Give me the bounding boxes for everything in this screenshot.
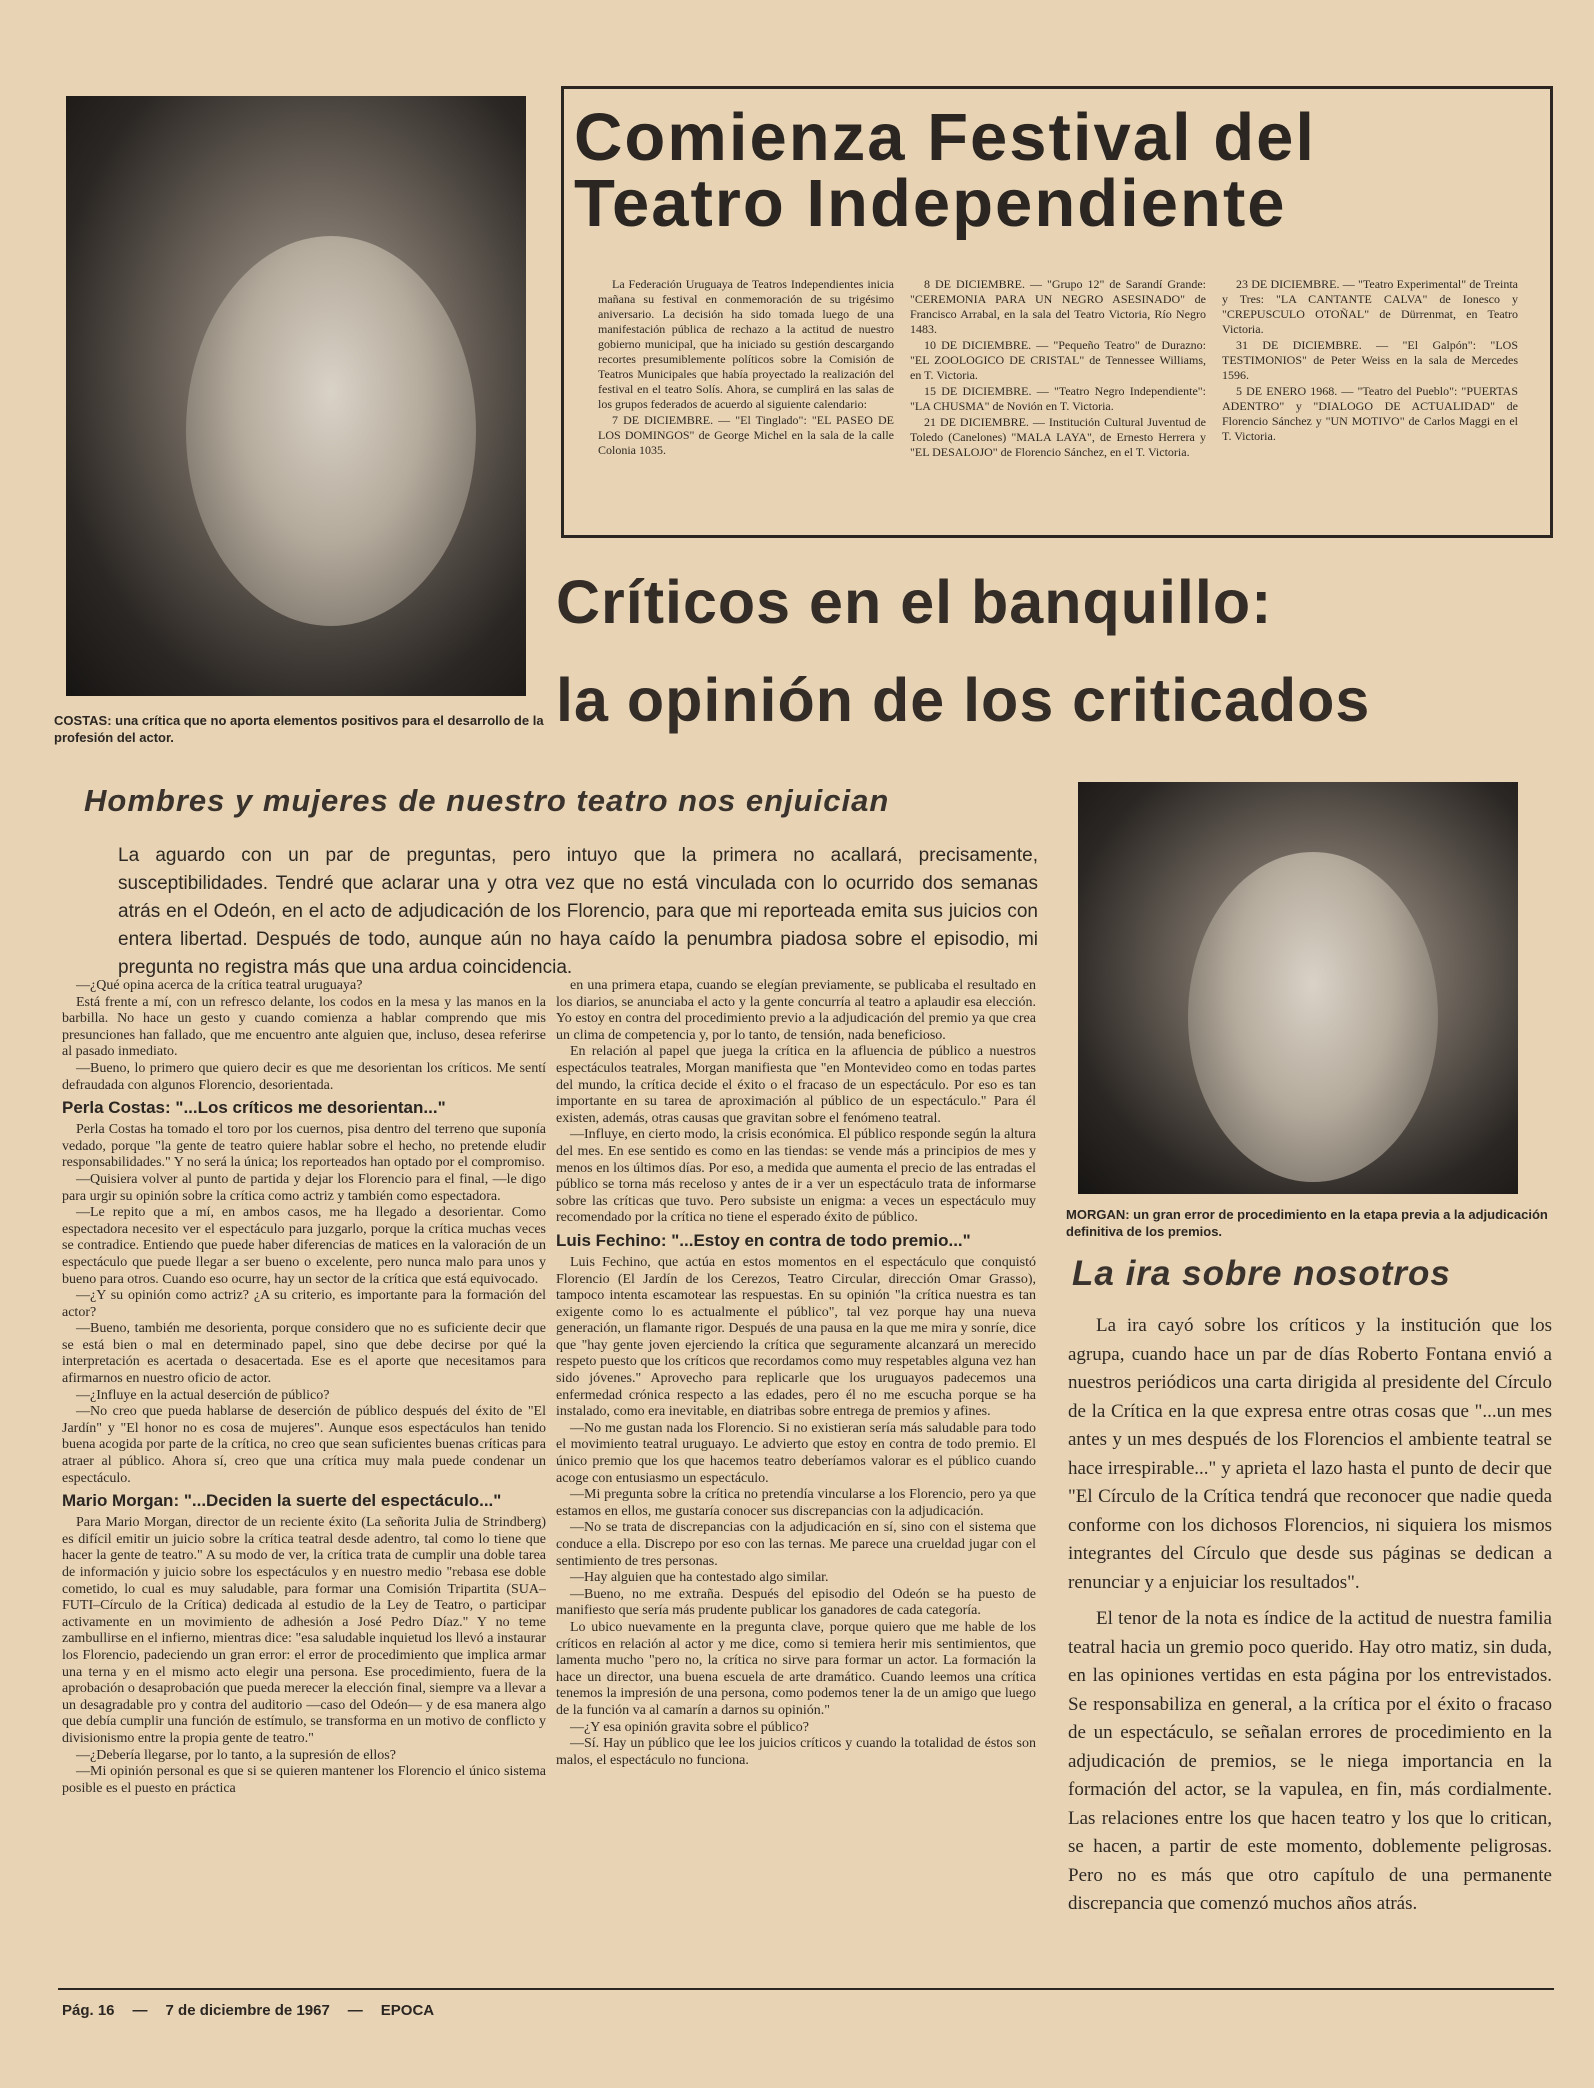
festival-title-line2: Teatro Independiente bbox=[574, 166, 1287, 241]
paragraph: —¿Y su opinión como actriz? ¿A su criterio, es importante para la formación del actor? bbox=[62, 1288, 546, 1320]
photo-costas bbox=[66, 96, 526, 696]
paragraph: —Hay alguien que ha contestado algo similar. bbox=[570, 1570, 829, 1586]
paragraph: —¿Debería llegarse, por lo tanto, a la supresión de ellos? bbox=[76, 1747, 396, 1763]
festival-paragraph: 5 DE ENERO 1968. — "Teatro del Pueblo": "PUERTAS ADENTRO" y "DIALOGO DE ACTUALIDAD" de Florencio Sánchez y "UN MOTIVO" de Carlos Maggi en el T. Victoria. bbox=[1222, 384, 1518, 443]
paragraph: —¿Qué opina acerca de la crítica teatral uruguaya? bbox=[76, 978, 363, 993]
paragraph: —Bueno, lo primero que quiero decir es que me desorientan los críticos. Me sentí defraudada con algunos Florencio, desorientada. bbox=[62, 1060, 546, 1093]
paragraph: —No se trata de discrepancias con la adjudicación en sí, sino con el sistema que conduce a ella. Discrepo por eso con las ternas. Me parece una crueldad jugar con el sentimiento de tres personas. bbox=[556, 1520, 1036, 1569]
festival-paragraph: 7 DE DICIEMBRE. — "El Tinglado": "EL PASEO DE LOS DOMINGOS" de George Michel en la sala de la calle Colonia 1035. bbox=[598, 413, 894, 457]
festival-paragraph: 23 DE DICIEMBRE. — "Teatro Experimental" de Treinta y Tres: "LA CANTANTE CALVA" de Ionesco y "CREPUSCULO OTOÑAL" de Dürrenmat, en Teatro Victoria. bbox=[1222, 277, 1518, 336]
interview-column-2 bbox=[556, 978, 1036, 1978]
footer-page-number: Pág. 16 bbox=[62, 2002, 115, 2019]
interview-column-1 bbox=[62, 978, 546, 1978]
paragraph: —Bueno, no me extraña. Después del episodio del Odeón se ha puesto de manifiesto que sería más prudente publicar los ganadores de cada categoría. bbox=[556, 1586, 1036, 1619]
footer-rule bbox=[58, 1988, 1554, 1990]
paragraph: La ira cayó sobre los críticos y la institución que los agrupa, cuando hace un par de días Roberto Fontana envió a nuestros periódicos una carta dirigida al presidente del Círculo de la Crítica en la que expresa entre otras cosas que "...un mes antes y un mes después de los Florencios el ambiente teatral se hace irrespirable..." y aprieta el lazo hasta el punto de decir que "El Círculo de la Crítica tendrá que reconocer que nadie queda conforme con los dichosos Florencios, ni siquiera los mismos integrantes del Círculo que desde sus páginas se dedican a renunciar y a enjuiciar los resultados". bbox=[1068, 1315, 1552, 1593]
paragraph: —¿Y esa opinión gravita sobre el público? bbox=[570, 1719, 809, 1735]
paragraph: —Influye, en cierto modo, la crisis económica. El público responde según la altura del mes. En ese sentido es como en las tiendas: se vende más a principios de mes y menos en los últimos días. Por eso, a medida que aumenta el precio de las entradas el público se torna más receloso y antes de ir a ver un espectáculo trata de informarse sobre las críticas que tuvo. Pero subsiste un enigma: a veces un espectáculo muy recomendado por la crítica no tiene el esperado éxito de público. bbox=[556, 1127, 1036, 1226]
paragraph: en una primera etapa, cuando se elegían previamente, se publicaba el resultado en los diarios, se anunciaba el acto y la gente concurría al teatro a aplaudir esa elección. Yo estoy en contra del procedimiento previo a la adjudicación del premio ya que crea un clima de competencia y, por lo tanto, de tensión, nada beneficioso. bbox=[556, 978, 1036, 1043]
festival-paragraph: La Federación Uruguaya de Teatros Independientes inicia mañana su festival en conmemoración de su trigésimo aniversario. La decisión ha sido tomada luego de una manifestación pública de rechazo a la actitud de nuestro gobierno municipal, que ha iniciado su gestión descargando recortes presumiblemente políticos sobre la Comisión de Teatros Municipales que había proyectado la realización del festival en el teatro Solís. Ahora, se cumplirá en las salas de los grupos federados de acuerdo al siguiente calendario: bbox=[598, 277, 894, 411]
section-heading-costas: Perla Costas: "...Los críticos me desorientan..." bbox=[62, 1098, 446, 1118]
paragraph: Está frente a mí, con un refresco delante, los codos en la mesa y las manos en la barbilla. No hace un gesto y cuando comienza a hablar comprendo que mis presunciones han fallado, que me encuentro ante alguien que, incluso, desea referirse al pasado inmediato. bbox=[62, 994, 546, 1060]
paragraph: —Mi pregunta sobre la crítica no pretendía vincularse a los Florencio, pero ya que estamos en ellos, me gustaría conocer sus discrepancias con la adjudicación. bbox=[556, 1487, 1036, 1519]
paragraph: —Sí. Hay un público que lee los juicios críticos y cuando la totalidad de éstos son malos, el espectáculo no funciona. bbox=[556, 1736, 1036, 1768]
footer-date: 7 de diciembre de 1967 bbox=[165, 2002, 330, 2019]
festival-paragraph: 10 DE DICIEMBRE. — "Pequeño Teatro" de Durazno: "EL ZOOLOGICO DE CRISTAL" de Tennessee Williams, en T. Victoria. bbox=[910, 338, 1206, 382]
photo-face bbox=[186, 236, 476, 626]
footer-separator: — bbox=[347, 2002, 363, 2019]
paragraph: —Quisiera volver al punto de partida y dejar los Florencio para el final, —le digo para urgir su opinión sobre la crítica como actriz y también como espectadora. bbox=[62, 1171, 546, 1204]
criticos-subtitle: Hombres y mujeres de nuestro teatro nos enjuician bbox=[84, 783, 890, 818]
paragraph: —Mi opinión personal es que si se quieren mantener los Florencio el único sistema posible es el puesto en práctica bbox=[62, 1764, 546, 1796]
photo-costas-caption: COSTAS: una crítica que no aporta elementos positivos para el desarrollo de la profesión del actor. bbox=[54, 713, 544, 745]
paragraph: Lo ubico nuevamente en la pregunta clave, porque quiero que me hable de los críticos en relación al actor y me dice, como si temiera herir mis sentimientos, que lamenta mucho "pero no, la crítica no sirve para formar un actor. La formación la hace un director, una buena escuela de arte dramático. Cuando leemos una crítica tenemos la impresión de una persona, como podemos tener la de un amigo que luego de la función va al camarín a darnos su opinión." bbox=[556, 1619, 1036, 1718]
paragraph: Para Mario Morgan, director de un reciente éxito (La señorita Julia de Strindberg) es difícil emitir un juicio sobre la crítica teatral desde adentro, tal como lo tiene que hacer la gente de teatro." A su modo de ver, la crítica trata de cumplir una doble tarea de información y juicio sobre los espectáculos y en nuestro medio "rebasa ese doble cometido, lo cual es muy saludable, para formar una Comisión Tripartita (SUA–FUTI–Círculo de la Crítica) dedicada al estudio de la Ley de Teatro, o participar activamente en un movimiento de adhesión a José Pedro Díaz." Y no teme zambullirse en el infierno, mientras dice: "esa saludable inquietud los llevó a instaurar los Florencio, padeciendo un gran error: el error de procedimiento que implica armar una terna y en el mismo acto elegir una persona. Ese procedimiento, fuera de la aprobación o desaprobación que pueda merecer la elección final, siempre va a llevar a un desagradable pro y contra del auditorio —caso del Odeón— y de esa manera algo que debía cumplir una función de estímulo, se transforma en un motivo de conflicto y divisionismo entre la propia gente de teatro." bbox=[62, 1515, 546, 1746]
festival-title-line1: Comienza Festival del bbox=[574, 100, 1316, 175]
festival-paragraph: 8 DE DICIEMBRE. — "Grupo 12" de Sarandí Grande: "CEREMONIA PARA UN NEGRO ASESINADO" de Francisco Arrabal, en la sala del Teatro Victoria, Río Negro 1483. bbox=[910, 277, 1206, 336]
paragraph: —No me gustan nada los Florencio. Si no existieran sería más saludable para todo el movimiento teatral uruguayo. Le advierto que estoy en contra de todo premio. El único premio que los que hacemos teatro deberíamos valorar es el público cuando acoge con entusiasmo un espectáculo. bbox=[556, 1420, 1036, 1486]
festival-body bbox=[598, 277, 1518, 525]
section-heading-morgan: Mario Morgan: "...Deciden la suerte del espectáculo..." bbox=[62, 1491, 502, 1511]
paragraph: Perla Costas ha tomado el toro por los cuernos, pisa dentro del terreno que suponía vedado, porque "la gente de teatro quiere hablar sobre el hecho, no pretende eludir responsabilidades." Y no será la única; los reporteados han optado por el compromiso. bbox=[62, 1122, 546, 1171]
paragraph: Luis Fechino, que actúa en estos momentos en el espectáculo que conquistó Florencio (El Jardín de los Cerezos, Teatro Circular, dirección Omar Grasso), tampoco intenta escamotear las respuestas. En su opinión "la crítica nuestra es tan exigente como lo es actualmente el público", tal vez porque hay una nueva generación, un flamante rigor. Después de una pausa en la que me mira y sonríe, dice que "hay gente joven ejerciendo la crítica que seguramente alcanzará un merecido respeto puesto que los críticos que recordamos como muy respetables alguna vez han sido jóvenes." Aprovecho para replicarle que los uruguayos padecemos una enfermedad crónica respecto a las edades, pero él no me escucha porque se ha instalado, como era inevitable, en diatribas sobre entrega de premios y afines. bbox=[556, 1254, 1036, 1420]
footer-separator: — bbox=[132, 2002, 148, 2019]
festival-box bbox=[561, 86, 1553, 538]
paragraph: —Le repito que a mí, en ambos casos, me ha llegado a desorientar. Como espectadora necesito ver el espectáculo para juzgarlo, porque la crítica muchas veces se contradice. Entiendo que puede haber diferencias de matices en la valoración de un espectáculo que puede llegar a ser bueno o excelente, pero nunca malo para unos y bueno para otros. Cuando eso ocurre, hay un sector de la crítica que está equivocado. bbox=[62, 1205, 546, 1287]
ira-title: La ira sobre nosotros bbox=[1072, 1254, 1451, 1293]
section-heading-fechino: Luis Fechino: "...Estoy en contra de todo premio..." bbox=[556, 1230, 971, 1250]
criticos-intro: La aguardo con un par de preguntas, pero intuyo que la primera no acallará, precisamente, susceptibilidades. Tendré que aclarar una y otra vez que no está vinculada con lo ocurrido dos semanas atrás en el Odeón, en el acto de adjudicación de los Florencio, para que mi reporteada emita sus juicios con entera libertad. Después de todo, aunque aún no haya caído la penumbra piadosa sobre el episodio, mi pregunta no registra más que una ardua coincidencia. bbox=[118, 845, 1038, 978]
footer-publication: EPOCA bbox=[380, 2002, 435, 2019]
photo-face bbox=[1188, 852, 1438, 1182]
criticos-title-line2: la opinión de los criticados bbox=[556, 666, 1371, 734]
paragraph: —Bueno, también me desorienta, porque considero que no es suficiente decir que se está bien o mal en determinado papel, sino que debe decirse por qué la interpretación es acertada o desacertada. Ese es el aporte que necesitamos para afirmarnos en nuestro oficio de actor. bbox=[62, 1321, 546, 1387]
photo-morgan-caption: MORGAN: un gran error de procedimiento en la etapa previa a la adjudicación definitiva de los premios. bbox=[1066, 1207, 1548, 1239]
festival-paragraph: 21 DE DICIEMBRE. — Institución Cultural Juventud de Toledo (Canelones) "MALA LAYA", de Ernesto Herrera y "EL DESALOJO" de Florencio Sánchez, en el T. Victoria. bbox=[910, 415, 1206, 459]
paragraph: En relación al papel que juega la crítica en la afluencia de público a nuestros espectáculos teatrales, Morgan manifiesta que "en Montevideo como en todas partes del mundo, la crítica decide el éxito o el fracaso de un espectáculo. Por eso es tan importante en su tarea de aproximación al público de un espectáculo." Para él existen, además, otras causas que gravitan sobre el fenómeno teatral. bbox=[556, 1044, 1036, 1126]
paragraph: —No creo que pueda hablarse de deserción de público después del éxito de "El Jardín" y "El honor no es cosa de mujeres". Aunque esos espectáculos han tenido buena acogida por parte de la crítica, no creo que sean suficientes buenas críticas para atraer al público. Ahora sí, creo que una crítica muy mala puede condenar un espectáculo. bbox=[62, 1404, 546, 1486]
festival-paragraph: 15 DE DICIEMBRE. — "Teatro Negro Independiente": "LA CHUSMA" de Novión en T. Victoria. bbox=[910, 384, 1206, 413]
photo-morgan bbox=[1078, 782, 1518, 1194]
festival-paragraph: 31 DE DICIEMBRE. — "El Galpón": "LOS TESTIMONIOS" de Peter Weiss en la sala de Mercedes 1596. bbox=[1222, 338, 1518, 382]
criticos-title-line1: Críticos en el banquillo: bbox=[556, 568, 1273, 636]
paragraph: El tenor de la nota es índice de la actitud de nuestra familia teatral hacia un gremio poco querido. Hay otro matiz, sin duda, en las opiniones vertidas en esta página por los entrevistados. Se responsabiliza en general, a la crítica por el éxito o fracaso de un espectáculo, se señalan errores de procedimiento en la adjudicación de premios, se le niega importancia en la formación del actor, se la vapulea, en fin, más cordialmente. Las relaciones entre los que hacen teatro y los que lo critican, se hacen, a partir de este momento, doblemente peligrosas. Pero no es más que otro capítulo de una permanente discrepancia que comenzó muchos años atrás. bbox=[1068, 1608, 1552, 1914]
ira-body bbox=[1068, 1312, 1552, 1972]
paragraph: —¿Influye en la actual deserción de público? bbox=[76, 1387, 330, 1403]
footer bbox=[62, 2002, 762, 2019]
